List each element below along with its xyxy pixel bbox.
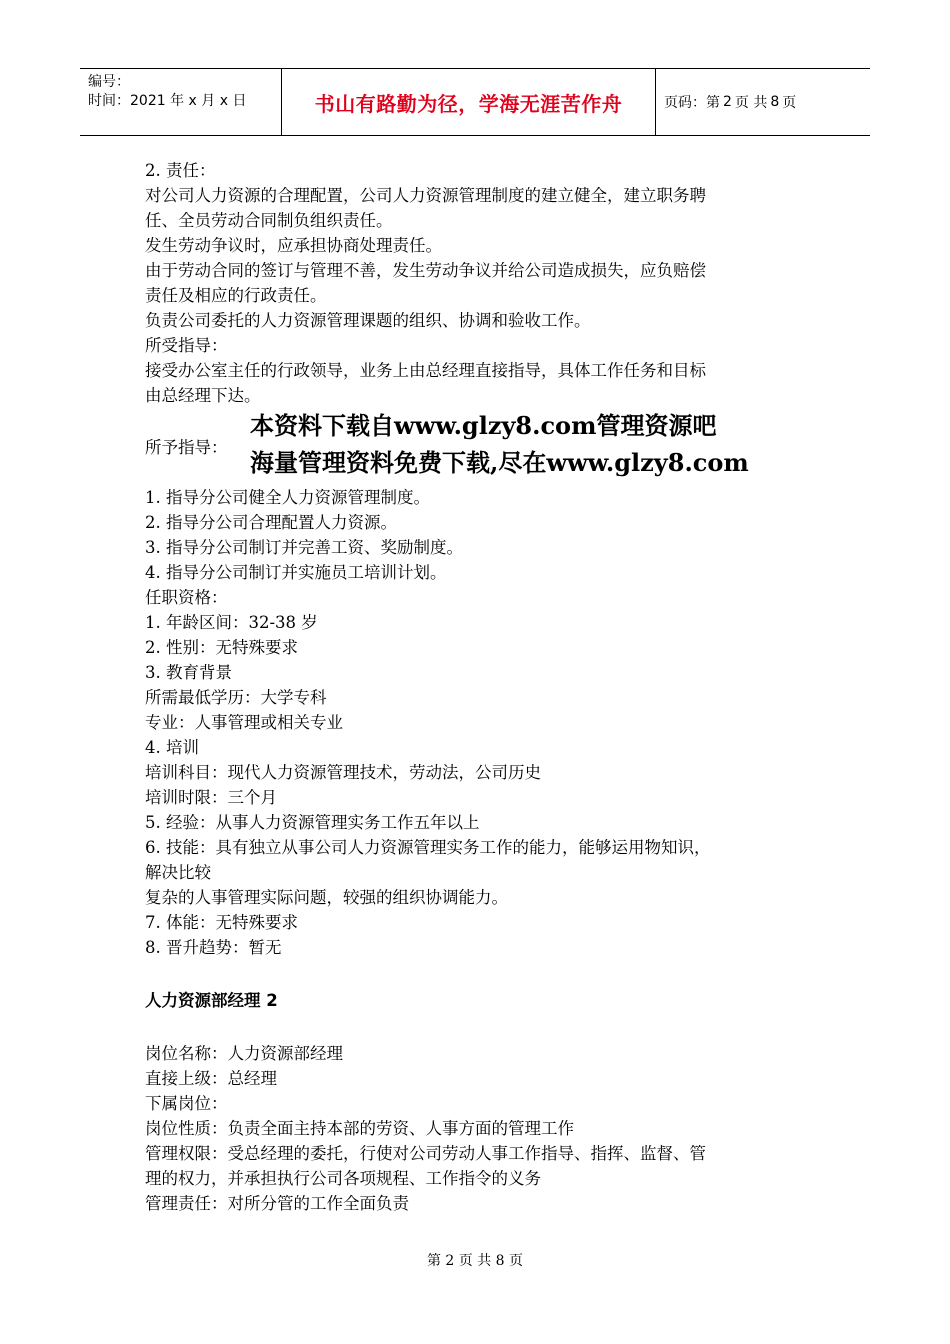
text-line: 4. 指导分公司制订并实施员工培训计划。 [145, 563, 447, 582]
text-line: 管理权限：受总经理的委托，行使对公司劳动人事工作指导、指挥、监督、管 [145, 1144, 706, 1163]
text-line: 5. 经验：从事人力资源管理实务工作五年以上 [145, 813, 480, 832]
text-line: 8. 晋升趋势：暂无 [145, 938, 282, 957]
text-line: 由总经理下达。 [145, 386, 261, 405]
text-line: 接受办公室主任的行政领导，业务上由总经理直接指导，具体工作任务和目标 [145, 361, 706, 380]
guidance-label: 所予指导： [145, 438, 228, 457]
section-title: 人力资源部经理 2 [145, 991, 278, 1010]
text-line: 2. 指导分公司合理配置人力资源。 [145, 513, 397, 532]
text-line: 直接上级：总经理 [145, 1069, 277, 1088]
header-date-label: 时间：2021 年 x 月 x 日 [88, 93, 247, 109]
text-line: 任、全员劳动合同制负组织责任。 [145, 211, 393, 230]
header-page-suffix: 页 [782, 95, 797, 111]
text-line: 6. 技能：具有独立从事公司人力资源管理实务工作的能力，能够运用物知识， [145, 838, 711, 857]
spacer [145, 960, 805, 988]
text-line: 责任及相应的行政责任。 [145, 286, 327, 305]
text-line: 任职资格： [145, 588, 228, 607]
watermark-line-2: 海量管理资料免费下载,尽在www.glzy8.com [250, 448, 749, 477]
header-page-prefix: 页码：第 [664, 95, 720, 111]
header-motto: 书山有路勤为径，学海无涯苦作舟 [282, 69, 656, 135]
header-number-label: 编号： [88, 74, 130, 90]
document-body [145, 158, 805, 1216]
qualification-block [145, 485, 805, 960]
text-line: 1. 指导分公司健全人力资源管理制度。 [145, 488, 430, 507]
position-block [145, 1041, 805, 1216]
text-line: 岗位性质：负责全面主持本部的劳资、人事方面的管理工作 [145, 1119, 574, 1138]
watermark-line-1: 本资料下载自www.glzy8.com管理资源吧 [250, 411, 717, 440]
header-page-mid: 页 共 [734, 95, 768, 111]
download-watermark [250, 407, 749, 481]
text-line: 复杂的人事管理实际问题，较强的组织协调能力。 [145, 888, 508, 907]
text-line: 理的权力，并承担执行公司各项规程、工作指令的义务 [145, 1169, 541, 1188]
header-meta [80, 69, 282, 135]
text-line: 所受指导： [145, 336, 228, 355]
text-line: 2. 性别：无特殊要求 [145, 638, 298, 657]
page-footer: 第 2 页 共 8 页 [426, 1253, 524, 1269]
page-header [80, 68, 870, 136]
header-page-number [656, 69, 870, 135]
text-line: 专业：人事管理或相关专业 [145, 713, 343, 732]
text-line: 下属岗位： [145, 1094, 228, 1113]
text-line: 对公司人力资源的合理配置，公司人力资源管理制度的建立健全，建立职务聘 [145, 186, 706, 205]
text-line: 管理责任：对所分管的工作全面负责 [145, 1194, 409, 1213]
text-line: 负责公司委托的人力资源管理课题的组织、协调和验收工作。 [145, 311, 591, 330]
text-line: 培训科目：现代人力资源管理技术，劳动法，公司历史 [145, 763, 541, 782]
responsibility-block [145, 158, 805, 408]
text-line: 发生劳动争议时，应承担协商处理责任。 [145, 236, 442, 255]
text-line: 由于劳动合同的签订与管理不善，发生劳动争议并给公司造成损失，应负赔偿 [145, 261, 706, 280]
text-line: 3. 教育背景 [145, 663, 232, 682]
text-line: 4. 培训 [145, 738, 199, 757]
spacer [145, 1013, 805, 1041]
text-line: 所需最低学历：大学专科 [145, 688, 327, 707]
header-page-current: 2 [723, 94, 732, 110]
text-line: 培训时限：三个月 [145, 788, 277, 807]
text-line: 解决比较 [145, 863, 211, 882]
text-line: 2. 责任： [145, 161, 216, 180]
text-line: 1. 年龄区间：32-38 岁 [145, 613, 318, 632]
header-page-total: 8 [770, 94, 780, 110]
text-line: 岗位名称：人力资源部经理 [145, 1044, 343, 1063]
text-line: 7. 体能：无特殊要求 [145, 913, 298, 932]
text-line: 3. 指导分公司制订并完善工资、奖励制度。 [145, 538, 463, 557]
